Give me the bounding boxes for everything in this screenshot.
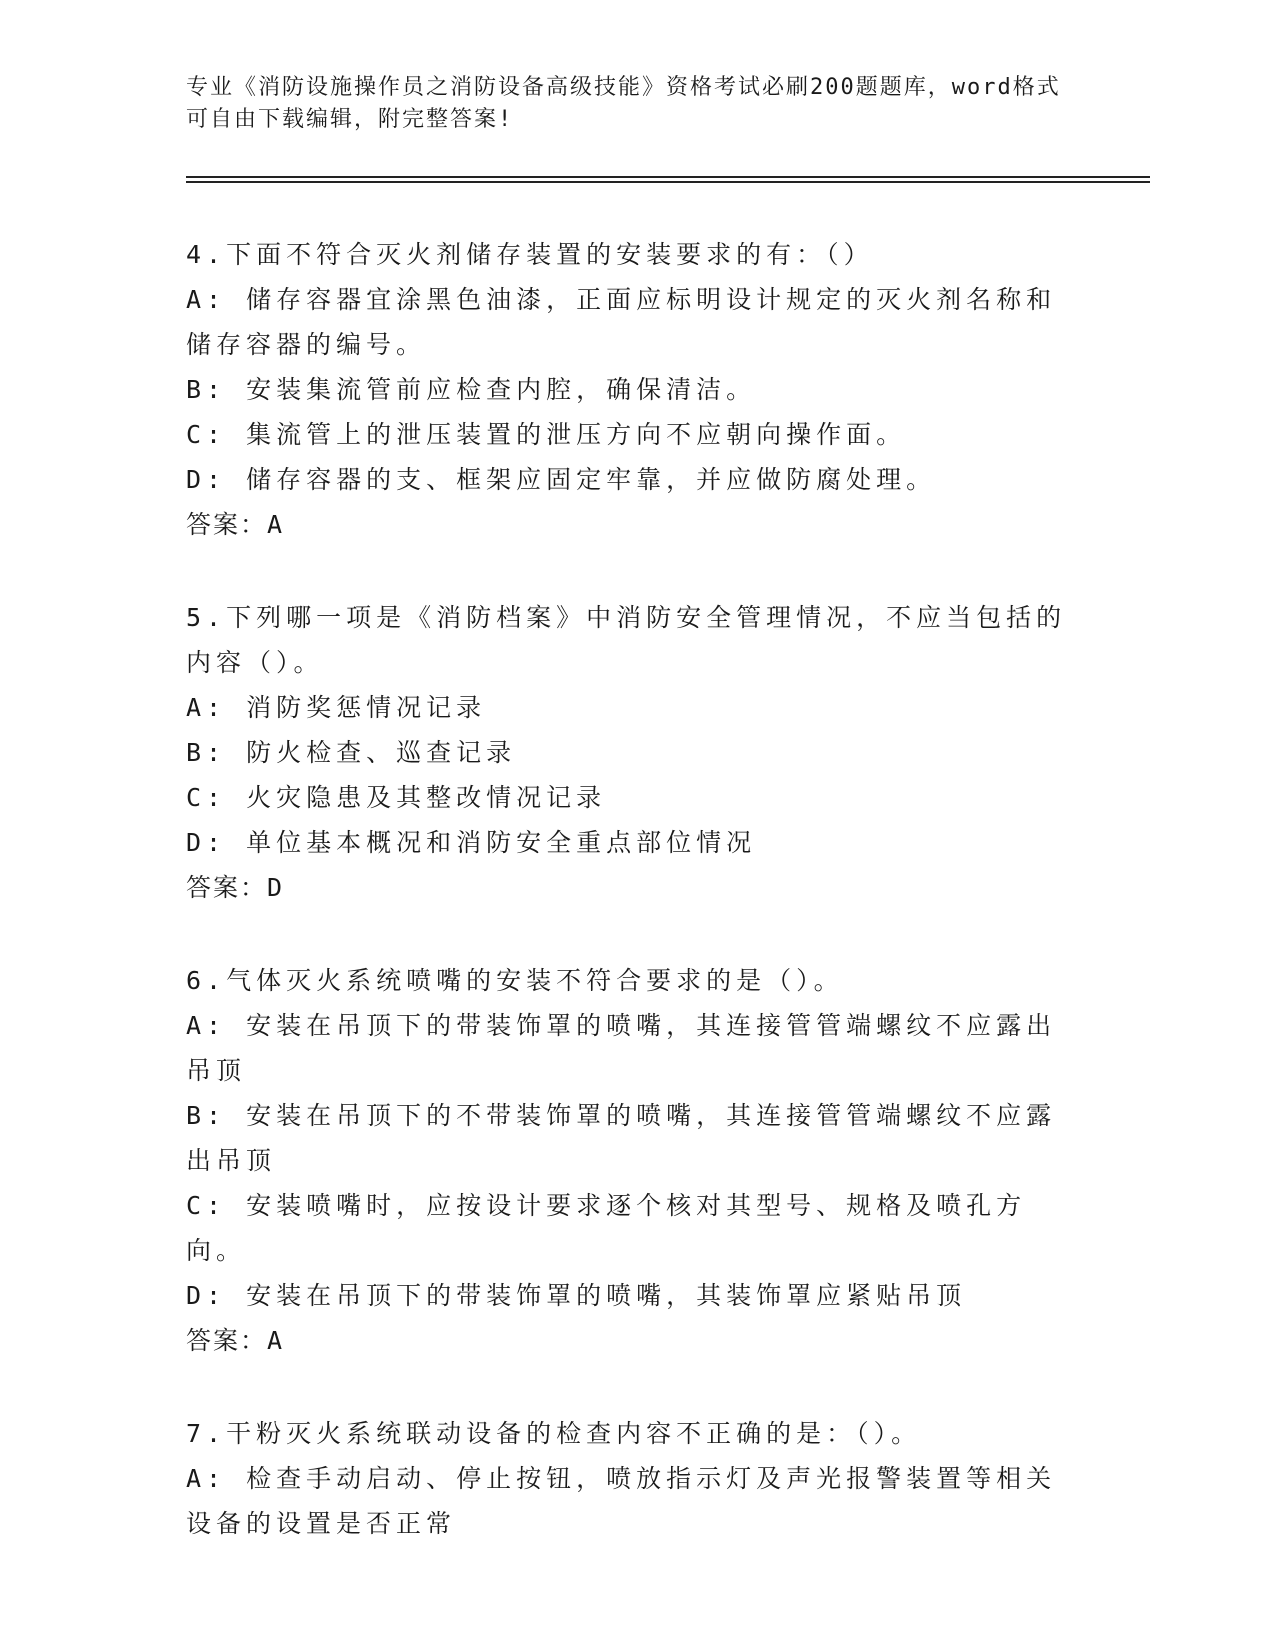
answer-line [186,502,1076,547]
question-stem: 5.下列哪一项是《消防档案》中消防安全管理情况，不应当包括的内容（）。 [186,603,1067,677]
option-d: D: 储存容器的支、框架应固定牢靠，并应做防腐处理。 [186,465,937,494]
option-c: C: 集流管上的泄压装置的泄压方向不应朝向操作面。 [186,420,907,449]
option-a: A: 检查手动启动、停止按钮，喷放指示灯及声光报警装置等相关设备的设置是否正常 [186,1464,1057,1538]
question-stem: 6.气体灭火系统喷嘴的安装不符合要求的是（）。 [186,966,844,995]
option-c: C: 火灾隐患及其整改情况记录 [186,783,607,812]
answer-label: 答案： [186,510,268,539]
option-c: C: 安装喷嘴时，应按设计要求逐个核对其型号、规格及喷孔方向。 [186,1191,1027,1265]
question-6 [186,958,1076,1363]
question-4 [186,232,1076,547]
answer-label: 答案： [186,873,268,902]
option-a: A: 安装在吊顶下的带装饰罩的喷嘴，其连接管管端螺纹不应露出吊顶 [186,1011,1057,1085]
option-d: D: 单位基本概况和消防安全重点部位情况 [186,828,757,857]
answer-label: 答案： [186,1326,268,1355]
answer-value: A [267,510,285,539]
option-b: B: 安装在吊顶下的不带装饰罩的喷嘴，其连接管管端螺纹不应露出吊顶 [186,1101,1057,1175]
header-divider-top [186,176,1150,178]
answer-value: A [267,1326,285,1355]
question-7 [186,1411,1076,1546]
option-a: A: 储存容器宜涂黑色油漆，正面应标明设计规定的灭火剂名称和储存容器的编号。 [186,285,1057,359]
answer-value: D [267,873,285,902]
option-b: B: 防火检查、巡查记录 [186,738,517,767]
option-d: D: 安装在吊顶下的带装饰罩的喷嘴，其装饰罩应紧贴吊顶 [186,1281,967,1310]
answer-line [186,1318,1076,1363]
header-divider-bottom [186,181,1150,183]
option-b: B: 安装集流管前应检查内腔，确保清洁。 [186,375,757,404]
question-list [186,232,1076,1594]
question-stem: 7.干粉灭火系统联动设备的检查内容不正确的是：（）。 [186,1419,922,1448]
question-5 [186,595,1076,910]
document-header: 专业《消防设施操作员之消防设备高级技能》资格考试必刷200题题库，word格式可自由下载编辑，附完整答案! [186,75,1061,132]
question-stem: 4.下面不符合灭火剂储存装置的安装要求的有：（） [186,240,874,269]
option-a: A: 消防奖惩情况记录 [186,693,487,722]
answer-line [186,865,1076,910]
